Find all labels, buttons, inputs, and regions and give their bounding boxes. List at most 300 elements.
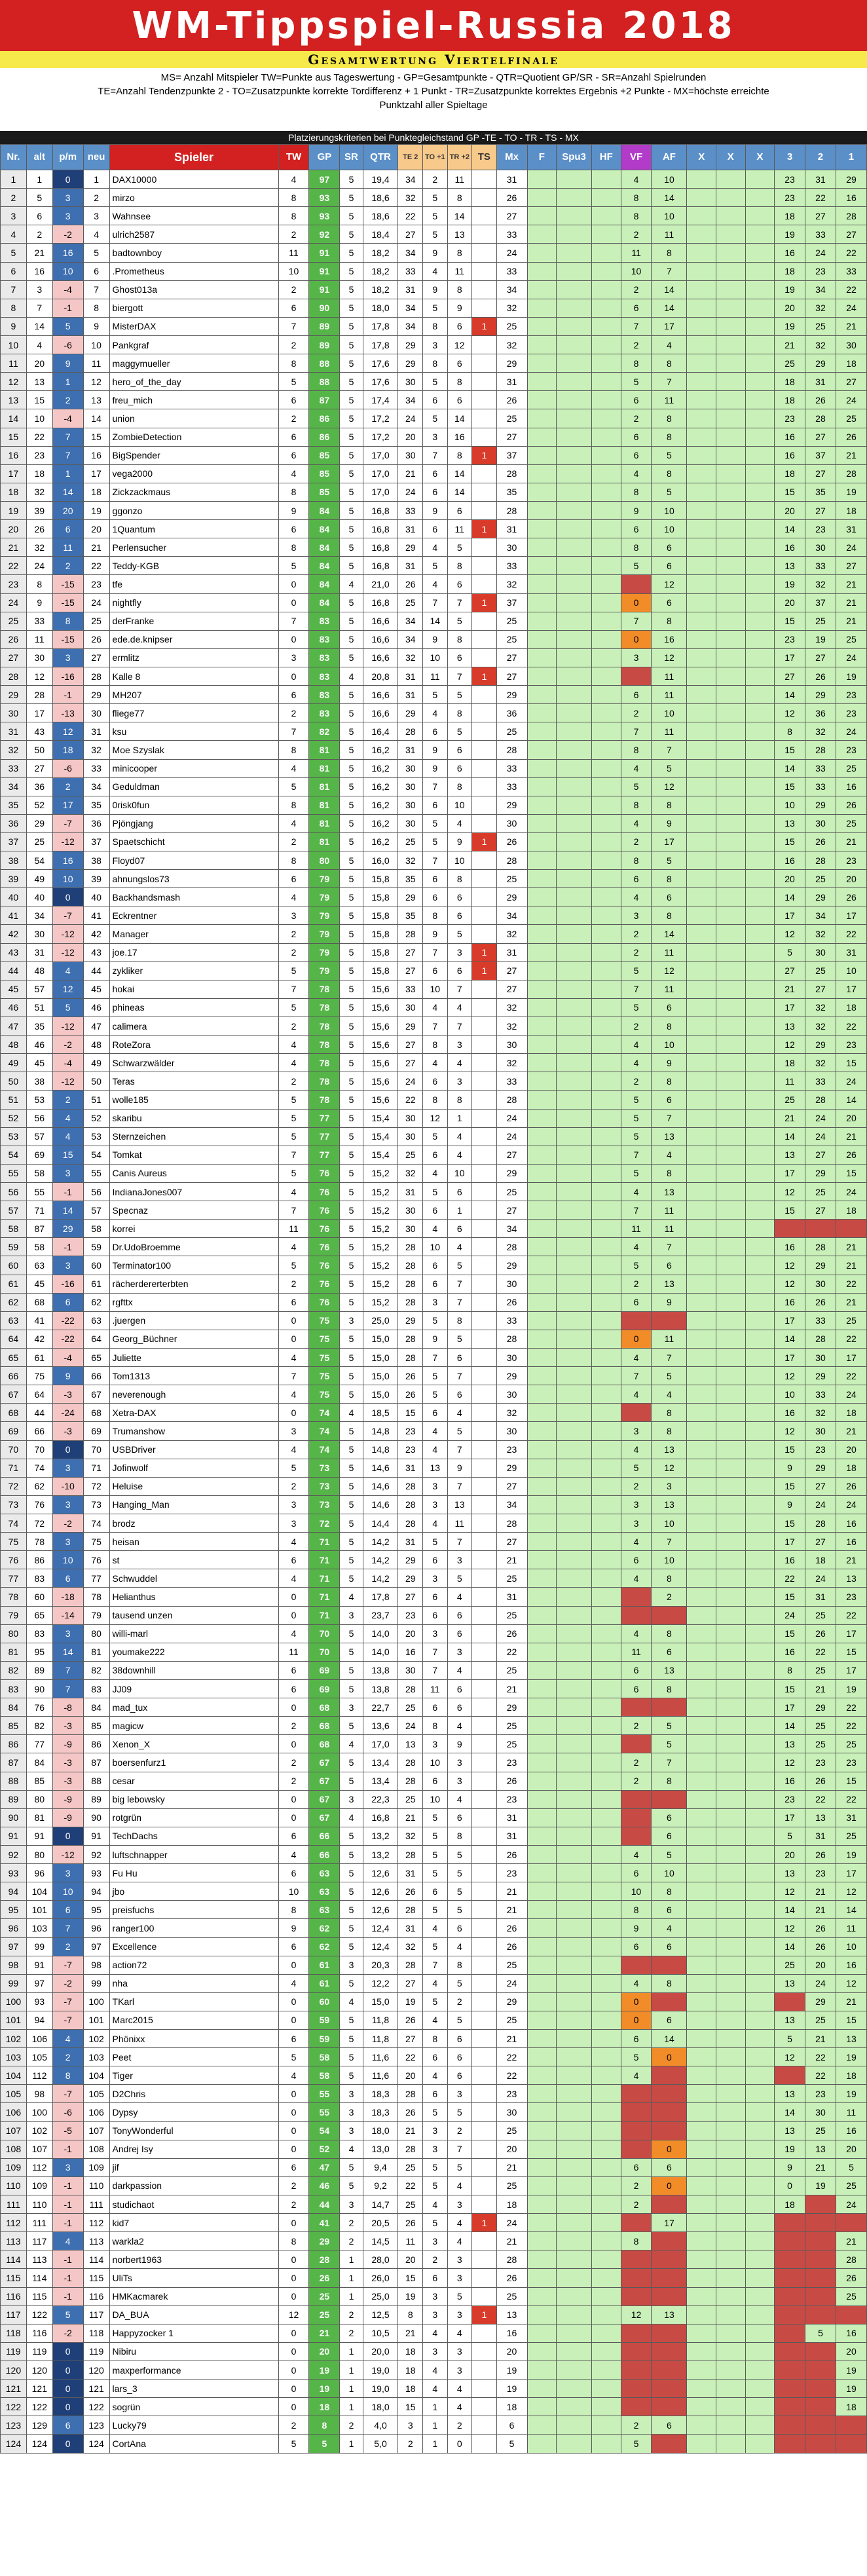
cell-gp: 78 xyxy=(309,1036,340,1054)
table-row xyxy=(1,2324,867,2342)
cell-player: Dr.UdoBroemme xyxy=(109,1238,278,1256)
cell-nr: 88 xyxy=(1,1772,27,1790)
col-header[interactable]: HF xyxy=(592,145,621,170)
cell-g1: 17 xyxy=(836,1661,866,1679)
cell-neu: 44 xyxy=(83,961,109,980)
cell-player: minicooper xyxy=(109,759,278,777)
col-header[interactable]: QTR xyxy=(363,145,398,170)
table-row xyxy=(1,446,867,464)
cell-x xyxy=(687,207,716,225)
cell-te: 24 xyxy=(398,1717,423,1735)
table-row xyxy=(1,2011,867,2029)
cell-x xyxy=(716,980,745,998)
table-row xyxy=(1,1643,867,1661)
cell-af: 8 xyxy=(652,1017,687,1036)
cell-to: 5 xyxy=(423,2214,448,2232)
cell-nr: 68 xyxy=(1,1404,27,1422)
cell-g3 xyxy=(775,2066,805,2085)
cell-f xyxy=(527,1735,557,1753)
cell-qtr: 22,3 xyxy=(363,1790,398,1808)
cell-to: 5 xyxy=(423,1183,448,1201)
cell-sr: 4 xyxy=(340,667,363,685)
cell-to: 3 xyxy=(423,2232,448,2250)
col-header[interactable]: 1 xyxy=(836,145,866,170)
cell-g1: 22 xyxy=(836,280,866,299)
cell-spu3 xyxy=(557,1514,592,1532)
cell-te: 30 xyxy=(398,777,423,796)
cell-pm: 8 xyxy=(52,612,83,630)
cell-af: 5 xyxy=(652,446,687,464)
cell-af: 6 xyxy=(652,1937,687,1956)
cell-g3: 14 xyxy=(775,1717,805,1735)
cell-tw: 0 xyxy=(278,1956,309,1974)
cell-nr: 86 xyxy=(1,1735,27,1753)
cell-af xyxy=(652,1992,687,2011)
cell-g2: 29 xyxy=(805,888,836,906)
cell-spu3 xyxy=(557,870,592,888)
cell-f xyxy=(527,262,557,280)
cell-mx: 25 xyxy=(496,630,527,648)
cell-gp: 83 xyxy=(309,704,340,722)
cell-nr: 104 xyxy=(1,2066,27,2085)
cell-to: 4 xyxy=(423,2195,448,2214)
cell-g3: 15 xyxy=(775,1588,805,1606)
cell-spu3 xyxy=(557,2011,592,2029)
cell-pm: 5 xyxy=(52,998,83,1017)
cell-hf xyxy=(592,888,621,906)
cell-g3: 14 xyxy=(775,2103,805,2121)
col-header[interactable]: Spieler xyxy=(109,145,278,170)
cell-hf xyxy=(592,1477,621,1495)
cell-x xyxy=(687,1753,716,1772)
cell-ts xyxy=(472,1864,497,1882)
cell-ts xyxy=(472,1201,497,1220)
cell-f xyxy=(527,1072,557,1091)
col-header[interactable]: SR xyxy=(340,145,363,170)
cell-gp: 91 xyxy=(309,244,340,262)
cell-af: 6 xyxy=(652,538,687,557)
cell-tr: 6 xyxy=(447,741,472,759)
cell-player: jbo xyxy=(109,1882,278,1901)
cell-g1: 20 xyxy=(836,2342,866,2361)
cell-x xyxy=(716,575,745,593)
cell-hf xyxy=(592,2324,621,2342)
cell-alt: 16 xyxy=(26,262,52,280)
cell-player: Tiger xyxy=(109,2066,278,2085)
cell-sr: 5 xyxy=(340,1017,363,1036)
cell-tr: 6 xyxy=(447,759,472,777)
cell-gp: 59 xyxy=(309,2030,340,2048)
cell-tr: 10 xyxy=(447,851,472,870)
cell-g1: 21 xyxy=(836,446,866,464)
cell-sr: 5 xyxy=(340,317,363,335)
cell-mx: 26 xyxy=(496,391,527,409)
cell-sr: 5 xyxy=(340,1624,363,1643)
cell-x xyxy=(716,189,745,207)
cell-g1: 16 xyxy=(836,1533,866,1551)
cell-qtr: 15,2 xyxy=(363,1275,398,1293)
col-header[interactable]: AF xyxy=(652,145,687,170)
cell-nr: 22 xyxy=(1,557,27,575)
col-header[interactable]: GP xyxy=(309,145,340,170)
cell-g3: 9 xyxy=(775,1459,805,1477)
cell-qtr: 18,2 xyxy=(363,262,398,280)
cell-af: 4 xyxy=(652,1385,687,1404)
cell-pm: -2 xyxy=(52,1974,83,1992)
cell-x xyxy=(687,428,716,446)
cell-af: 4 xyxy=(652,1146,687,1164)
cell-qtr: 11,6 xyxy=(363,2066,398,2085)
cell-x xyxy=(745,1459,775,1477)
cell-x xyxy=(687,1440,716,1459)
cell-g3 xyxy=(775,2416,805,2435)
cell-ts xyxy=(472,1275,497,1293)
cell-f xyxy=(527,1569,557,1588)
cell-g3: 14 xyxy=(775,520,805,538)
cell-nr: 64 xyxy=(1,1330,27,1348)
table-row xyxy=(1,1054,867,1072)
cell-alt: 76 xyxy=(26,1698,52,1717)
cell-neu: 121 xyxy=(83,2380,109,2398)
cell-f xyxy=(527,446,557,464)
col-header[interactable]: TR +2 xyxy=(447,145,472,170)
cell-gp: 97 xyxy=(309,170,340,189)
cell-nr: 38 xyxy=(1,851,27,870)
cell-player: Happyzocker 1 xyxy=(109,2324,278,2342)
cell-g2: 29 xyxy=(805,1698,836,1717)
col-header[interactable]: neu xyxy=(83,145,109,170)
table-row xyxy=(1,667,867,685)
cell-sr: 5 xyxy=(340,1533,363,1551)
table-row xyxy=(1,1827,867,1845)
cell-spu3 xyxy=(557,1146,592,1164)
cell-g2: 37 xyxy=(805,593,836,612)
cell-x xyxy=(716,1606,745,1624)
cell-tw: 7 xyxy=(278,1146,309,1164)
cell-spu3 xyxy=(557,501,592,519)
table-row xyxy=(1,630,867,648)
table-row xyxy=(1,1036,867,1054)
cell-player: TonyWonderful xyxy=(109,2121,278,2140)
cell-ts xyxy=(472,2269,497,2287)
cell-x xyxy=(745,1735,775,1753)
table-row xyxy=(1,1679,867,1698)
cell-hf xyxy=(592,170,621,189)
cell-sr: 5 xyxy=(340,1293,363,1311)
cell-tr: 11 xyxy=(447,1514,472,1532)
table-row xyxy=(1,2030,867,2048)
cell-vf: 6 xyxy=(621,391,652,409)
cell-g1: 25 xyxy=(836,1827,866,1845)
col-header[interactable]: TO +1 xyxy=(423,145,448,170)
cell-mx: 27 xyxy=(496,428,527,446)
cell-g3: 5 xyxy=(775,943,805,961)
cell-g2: 34 xyxy=(805,906,836,925)
cell-neu: 40 xyxy=(83,888,109,906)
col-header[interactable]: 2 xyxy=(805,145,836,170)
cell-alt: 91 xyxy=(26,1827,52,1845)
cell-tw: 0 xyxy=(278,1698,309,1717)
cell-mx: 26 xyxy=(496,189,527,207)
cell-x xyxy=(745,1311,775,1330)
cell-neu: 15 xyxy=(83,428,109,446)
col-header[interactable]: VF xyxy=(621,145,652,170)
cell-alt: 112 xyxy=(26,2066,52,2085)
cell-player: .Prometheus xyxy=(109,262,278,280)
cell-gp: 83 xyxy=(309,667,340,685)
cell-alt: 62 xyxy=(26,1477,52,1495)
cell-vf: 2 xyxy=(621,1072,652,1091)
cell-g1: 31 xyxy=(836,943,866,961)
col-header[interactable]: alt xyxy=(26,145,52,170)
cell-player: ahnungslos73 xyxy=(109,870,278,888)
col-header[interactable]: 3 xyxy=(775,145,805,170)
cell-nr: 103 xyxy=(1,2048,27,2066)
cell-g3: 19 xyxy=(775,575,805,593)
cell-tw: 5 xyxy=(278,1109,309,1127)
cell-vf: 2 xyxy=(621,832,652,851)
cell-te: 28 xyxy=(398,925,423,943)
cell-x xyxy=(687,1588,716,1606)
cell-pm: 0 xyxy=(52,2380,83,2398)
cell-pm: -1 xyxy=(52,2195,83,2214)
cell-x xyxy=(716,2048,745,2066)
cell-af xyxy=(652,2195,687,2214)
cell-f xyxy=(527,1293,557,1311)
col-header[interactable]: Spu3 xyxy=(557,145,592,170)
table-row xyxy=(1,1956,867,1974)
cell-f xyxy=(527,980,557,998)
cell-gp: 78 xyxy=(309,1054,340,1072)
cell-g1: 26 xyxy=(836,428,866,446)
cell-x xyxy=(716,1882,745,1901)
cell-tw: 2 xyxy=(278,2176,309,2195)
cell-nr: 33 xyxy=(1,759,27,777)
cell-f xyxy=(527,1238,557,1256)
cell-qtr: 25,0 xyxy=(363,1311,398,1330)
cell-g2: 26 xyxy=(805,1845,836,1863)
cell-x xyxy=(687,1072,716,1091)
cell-te: 34 xyxy=(398,299,423,317)
cell-te: 8 xyxy=(398,2305,423,2324)
cell-g1: 21 xyxy=(836,1238,866,1256)
cell-x xyxy=(687,373,716,391)
cell-x xyxy=(745,1588,775,1606)
cell-tr: 6 xyxy=(447,1606,472,1624)
cell-f xyxy=(527,2435,557,2453)
cell-sr: 5 xyxy=(340,648,363,667)
cell-af: 13 xyxy=(652,1661,687,1679)
table-row xyxy=(1,1919,867,1937)
col-header[interactable]: TE 2 xyxy=(398,145,423,170)
cell-ts xyxy=(472,1422,497,1440)
cell-pm: -15 xyxy=(52,593,83,612)
cell-player: 38downhill xyxy=(109,1661,278,1679)
cell-tw: 2 xyxy=(278,2195,309,2214)
cell-x xyxy=(716,759,745,777)
col-header[interactable]: Nr. xyxy=(1,145,27,170)
cell-g3: 15 xyxy=(775,1440,805,1459)
cell-vf xyxy=(621,575,652,593)
cell-neu: 26 xyxy=(83,630,109,648)
col-header[interactable]: X xyxy=(687,145,716,170)
cell-tr: 13 xyxy=(447,1495,472,1514)
cell-qtr: 15,8 xyxy=(363,943,398,961)
cell-af: 8 xyxy=(652,1072,687,1091)
cell-f xyxy=(527,557,557,575)
cell-spu3 xyxy=(557,2103,592,2121)
cell-g1: 10 xyxy=(836,961,866,980)
cell-g2: 30 xyxy=(805,943,836,961)
table-row xyxy=(1,1495,867,1514)
table-row xyxy=(1,1514,867,1532)
cell-tw: 2 xyxy=(278,925,309,943)
cell-g1: 21 xyxy=(836,317,866,335)
col-header[interactable]: Mx xyxy=(496,145,527,170)
cell-g1: 27 xyxy=(836,557,866,575)
cell-gp: 63 xyxy=(309,1864,340,1882)
cell-f xyxy=(527,2305,557,2324)
cell-vf: 5 xyxy=(621,373,652,391)
col-header[interactable]: F xyxy=(527,145,557,170)
cell-gp: 77 xyxy=(309,1127,340,1146)
cell-sr: 5 xyxy=(340,741,363,759)
cell-x xyxy=(687,483,716,501)
cell-mx: 23 xyxy=(496,1864,527,1882)
col-header[interactable]: X xyxy=(716,145,745,170)
cell-hf xyxy=(592,2342,621,2361)
cell-neu: 34 xyxy=(83,777,109,796)
cell-mx: 23 xyxy=(496,1790,527,1808)
cell-f xyxy=(527,1404,557,1422)
cell-mx: 23 xyxy=(496,1753,527,1772)
cell-x xyxy=(687,1624,716,1643)
cell-g2 xyxy=(805,2305,836,2324)
cell-nr: 27 xyxy=(1,648,27,667)
cell-x xyxy=(745,575,775,593)
cell-mx: 18 xyxy=(496,2398,527,2416)
table-row xyxy=(1,1808,867,1827)
cell-tw: 2 xyxy=(278,335,309,354)
cell-nr: 31 xyxy=(1,722,27,741)
cell-af xyxy=(652,2085,687,2103)
table-row xyxy=(1,1201,867,1220)
table-row xyxy=(1,2048,867,2066)
cell-to: 4 xyxy=(423,262,448,280)
cell-vf: 8 xyxy=(621,1901,652,1919)
table-row xyxy=(1,1220,867,1238)
cell-hf xyxy=(592,1183,621,1201)
cell-nr: 51 xyxy=(1,1091,27,1109)
cell-x xyxy=(716,814,745,832)
cell-af: 6 xyxy=(652,1256,687,1275)
cell-mx: 29 xyxy=(496,1367,527,1385)
cell-qtr: 16,2 xyxy=(363,741,398,759)
cell-vf: 2 xyxy=(621,1772,652,1790)
cell-qtr: 15,8 xyxy=(363,925,398,943)
cell-pm: 8 xyxy=(52,2066,83,2085)
cell-ts xyxy=(472,1753,497,1772)
cell-te: 29 xyxy=(398,1569,423,1588)
cell-sr: 5 xyxy=(340,722,363,741)
cell-gp: 29 xyxy=(309,2232,340,2250)
cell-g1: 22 xyxy=(836,1606,866,1624)
cell-alt: 20 xyxy=(26,354,52,373)
cell-x xyxy=(687,1404,716,1422)
cell-neu: 54 xyxy=(83,1146,109,1164)
cell-neu: 7 xyxy=(83,280,109,299)
cell-ts xyxy=(472,796,497,814)
cell-hf xyxy=(592,593,621,612)
cell-af: 7 xyxy=(652,1109,687,1127)
cell-x xyxy=(745,612,775,630)
cell-g3: 23 xyxy=(775,630,805,648)
cell-hf xyxy=(592,1367,621,1385)
col-header[interactable]: p/m xyxy=(52,145,83,170)
cell-nr: 120 xyxy=(1,2361,27,2380)
cell-mx: 19 xyxy=(496,2380,527,2398)
cell-gp: 66 xyxy=(309,1845,340,1863)
cell-spu3 xyxy=(557,1919,592,1937)
cell-player: derFranke xyxy=(109,612,278,630)
cell-x xyxy=(716,2398,745,2416)
cell-hf xyxy=(592,1882,621,1901)
cell-hf xyxy=(592,483,621,501)
cell-player: Pankgraf xyxy=(109,335,278,354)
col-header[interactable]: TS xyxy=(472,145,497,170)
cell-alt: 35 xyxy=(26,1017,52,1036)
cell-neu: 42 xyxy=(83,925,109,943)
cell-alt: 111 xyxy=(26,2214,52,2232)
cell-player: wolle185 xyxy=(109,1091,278,1109)
cell-hf xyxy=(592,2121,621,2140)
cell-f xyxy=(527,851,557,870)
col-header[interactable]: X xyxy=(745,145,775,170)
cell-pm: -9 xyxy=(52,1808,83,1827)
cell-hf xyxy=(592,1919,621,1937)
cell-to: 7 xyxy=(423,1956,448,1974)
cell-g1: 16 xyxy=(836,2324,866,2342)
cell-g2 xyxy=(805,2232,836,2250)
cell-x xyxy=(687,1514,716,1532)
cell-x xyxy=(716,2011,745,2029)
cell-g1: 17 xyxy=(836,1349,866,1367)
cell-player: ulrich2587 xyxy=(109,225,278,244)
cell-f xyxy=(527,1477,557,1495)
cell-mx: 33 xyxy=(496,557,527,575)
cell-player: Heluise xyxy=(109,1477,278,1495)
cell-neu: 18 xyxy=(83,483,109,501)
cell-g3: 17 xyxy=(775,998,805,1017)
table-row xyxy=(1,1404,867,1422)
col-header[interactable]: TW xyxy=(278,145,309,170)
cell-nr: 67 xyxy=(1,1385,27,1404)
cell-qtr: 18,2 xyxy=(363,280,398,299)
cell-alt: 61 xyxy=(26,1349,52,1367)
cell-f xyxy=(527,925,557,943)
cell-player: DA_BUA xyxy=(109,2305,278,2324)
cell-nr: 44 xyxy=(1,961,27,980)
cell-alt: 121 xyxy=(26,2380,52,2398)
cell-x xyxy=(716,1127,745,1146)
cell-to: 6 xyxy=(423,464,448,483)
cell-player: Fu Hu xyxy=(109,1864,278,1882)
cell-tw: 0 xyxy=(278,2214,309,2232)
cell-qtr: 15,6 xyxy=(363,980,398,998)
cell-f xyxy=(527,1330,557,1348)
cell-tw: 0 xyxy=(278,2342,309,2361)
cell-x xyxy=(687,1974,716,1992)
